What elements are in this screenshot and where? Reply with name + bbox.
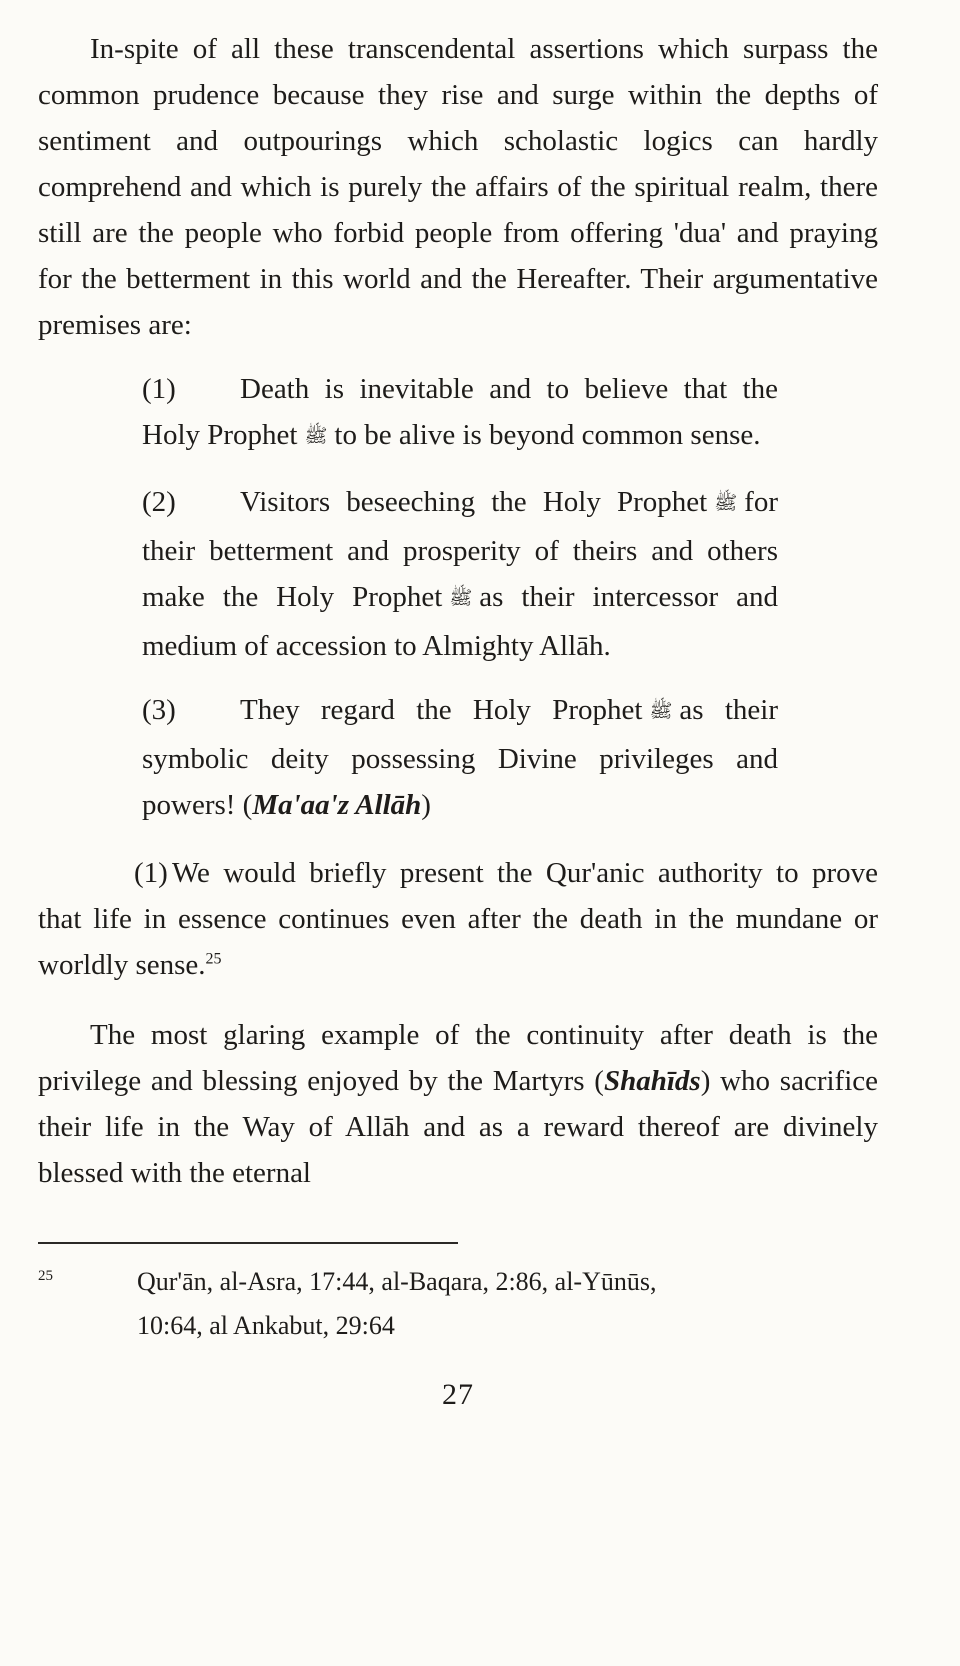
list-item-3	[142, 687, 778, 828]
paragraph-intro-text: In-spite of all these transcendental assertions which surpass the common prudence because they rise and surge within the depths of sentiment and outpourings which scholastic logics can hardly comprehend and which is purely the affairs of the spiritual realm, there still are the people who forbid people from offering 'dua' and praying for the betterment in this world and the Hereafter. Their argumentative premises are:	[38, 33, 878, 341]
list-item-3-text-b: as their symbolic deity possessing Divine privileges and powers! (	[142, 694, 778, 821]
footnote	[38, 1260, 878, 1348]
list-item-3-text-c: )	[421, 789, 431, 821]
list-item-2-number: (2)	[142, 486, 176, 518]
page-number: 27	[442, 1378, 474, 1411]
paragraph-authority-text: We would briefly present the Qur'anic authority to prove that life in essence continues even after the death in the mundane or worldly sense.	[38, 857, 878, 981]
shahids-italic: Shahīds	[603, 1065, 701, 1097]
paragraph-martyrs-text-a: The most glaring example of the continuity after death is the privilege and blessing enjoyed by the Martyrs (	[38, 1019, 878, 1097]
list-item-1-number: (1)	[142, 373, 176, 405]
pbuh-symbol: ﷺ	[304, 425, 328, 447]
footnote-reference: 25	[205, 950, 222, 968]
list-item-2-text-c: as their intercessor and medium of accession to Almighty Allāh.	[142, 581, 778, 662]
paragraph-authority-number: (1)	[134, 857, 168, 889]
footnote-divider	[38, 1242, 458, 1244]
list-item-1-text-a: Death is inevitable and to believe that the Holy Prophet	[142, 373, 778, 451]
pbuh-symbol: ﷺ	[649, 700, 673, 722]
paragraph-intro	[38, 26, 878, 348]
list-item-2-text-a: Visitors beseeching the Holy Prophet	[240, 486, 708, 518]
list-item-1	[142, 366, 778, 461]
pbuh-symbol: ﷺ	[449, 587, 473, 609]
footnote-marker: 25	[38, 1268, 53, 1284]
list-item-1-text-b: to be alive is beyond common sense.	[334, 419, 761, 451]
premises-list	[38, 366, 878, 828]
pbuh-symbol: ﷺ	[714, 492, 738, 514]
list-item-2-text-b: for their betterment and prosperity of theirs and others make the Holy Prophet	[142, 486, 778, 613]
paragraph-authority	[38, 850, 878, 988]
list-item-3-number: (3)	[142, 694, 176, 726]
footnote-text: Qur'ān, al-Asra, 17:44, al-Baqara, 2:86, al-Yūnūs, 10:64, al Ankabut, 29:64	[137, 1267, 657, 1340]
list-item-2	[142, 479, 778, 669]
paragraph-martyrs	[38, 1012, 878, 1196]
list-item-3-text-a: They regard the Holy Prophet	[240, 694, 643, 726]
arabic-phrase-italic: Ma'aa'z Allāh	[252, 789, 422, 821]
paragraph-martyrs-text-b: ) who sacrifice their life in the Way of Allāh and as a reward thereof are divinely blessed with the eternal	[38, 1065, 878, 1189]
